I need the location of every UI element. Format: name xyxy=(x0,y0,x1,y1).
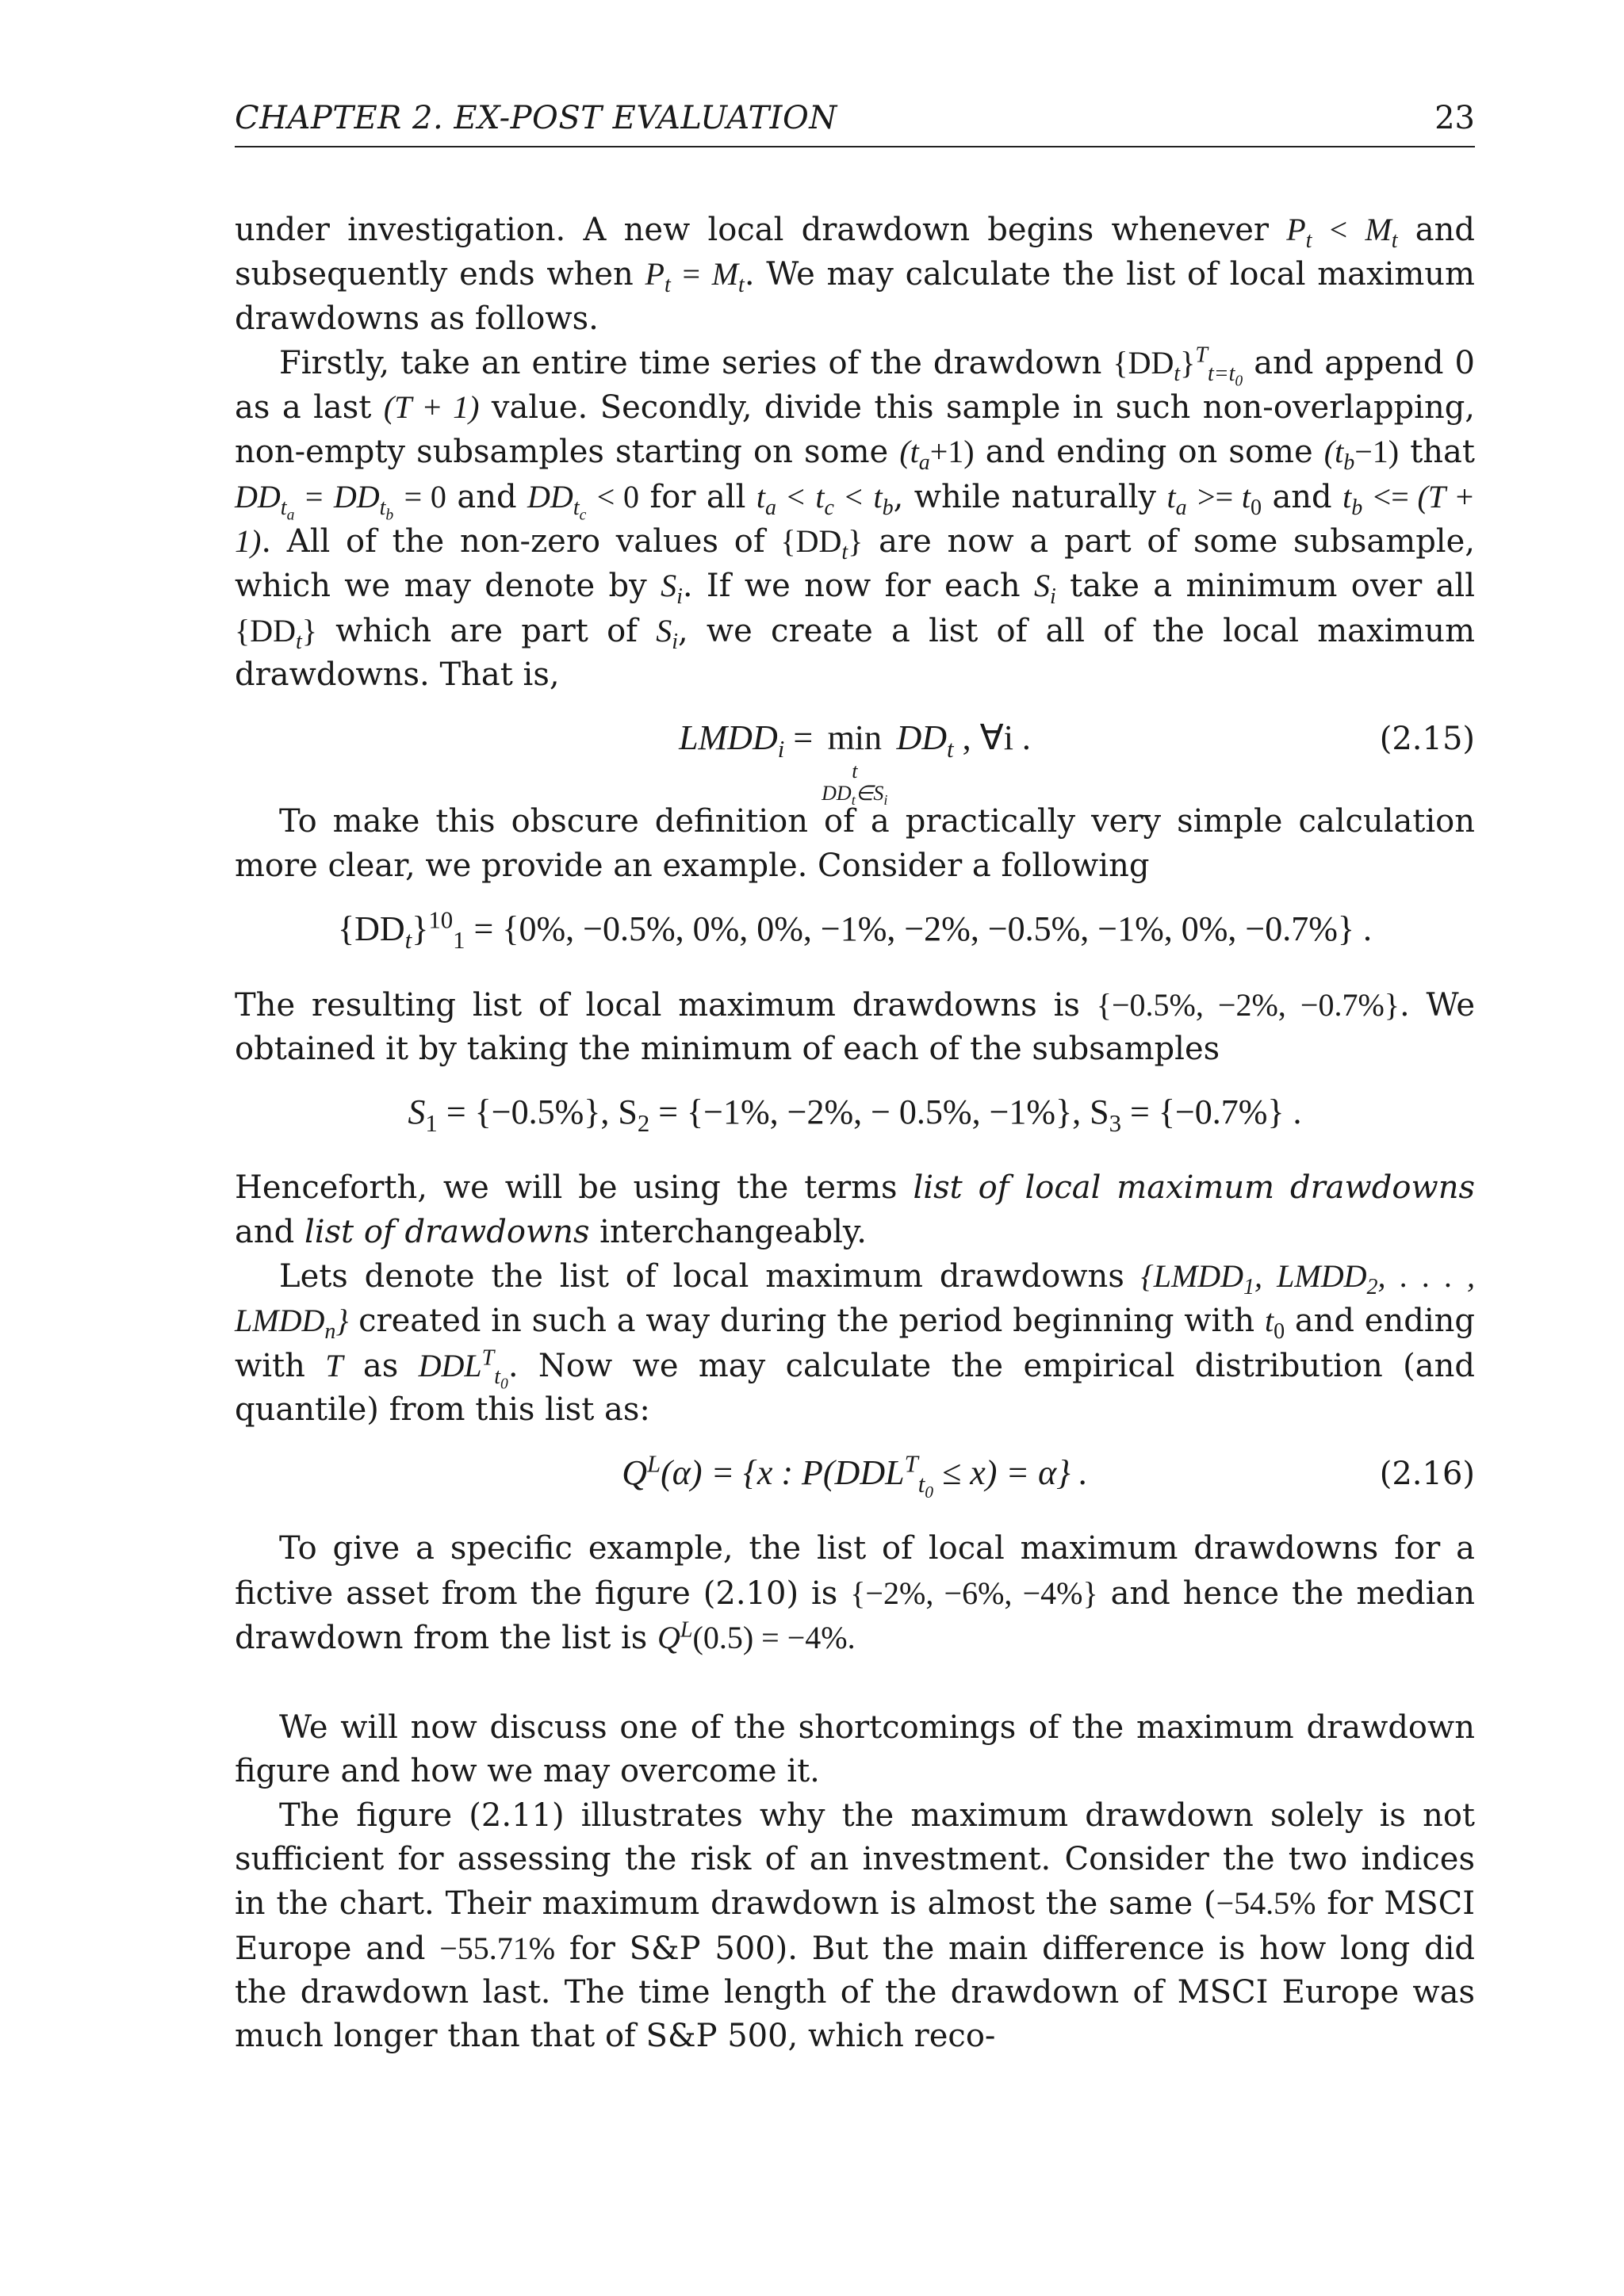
paragraph-4: The resulting list of local maximum drawdowns is {−0.5%, −2%, −0.7%}. We obtained it by taking the minimum of each of the subsamples xyxy=(235,986,1476,1068)
chapter-title: CHAPTER 2. EX-POST EVALUATION xyxy=(235,100,837,136)
page-number: 23 xyxy=(1434,100,1475,136)
running-header xyxy=(235,97,1475,147)
example-set-equation: $\{DD_t\}^{10}_1 = \{0\%$, −0.5%, 0%, 0%, −1%, −2%, −0.5%, −1%, 0%, −0.7%} . xyxy=(337,906,1373,954)
paragraph-6: Lets denote the list of local maximum drawdowns {$LMDD_1$, $LMDD_2$, . . . , $LMDD_n$} created in such a way during the period beginning with $t_0$ and ending with T as $DDL^T_{t_0}$. Now we may calculate the empirical distribution (and quantile) from this list as: xyxy=(235,1258,1476,1428)
paragraph-2: Firstly, take an entire time series of the drawdown $\{DD_t\}^T_{t=t_0}$ and append 0 as a last (T + 1) value. Secondly, divide this sample in such non-overlapping, non-empty subsamples starting on some $(t_a+1)$ and ending on some $(t_b-1)$ that $DD_{t_a} = DD_{t_b} = 0$ and $DD_{t_c} < 0$ for all $t_a < t_c < t_b$, while naturally $t_a >= t_0$ and $t_b <= (T + 1)$. All of the non-zero values of $\{DD_t\}$ are now a part of some subsample, which we may denote by $S_i$. If we now for each $S_i$ take a minimum over all $\{DD_t\}$ which are part of $S_i$, we create a list of all of the local maximum drawdowns. That is, xyxy=(235,342,1476,693)
equation-number: (2.16) xyxy=(1379,1456,1475,1493)
paragraph-8: We will now discuss one of the shortcomings of the maximum drawdown figure and how we may overcome it. xyxy=(235,1709,1475,1790)
subsamples-equation: $S_1 = \{-0.5\%\}$, $S_2 = \{-1\%$, −2%, − 0.5%, −1%}, $S_3 = \{-0.7\%\}$ . xyxy=(408,1093,1302,1138)
equation-2-15: $LMDD_i = \min$ t $DD_t\in S_i$ $DD_t$ , ∀i . (2.15) xyxy=(679,718,1475,808)
paragraph-5: Henceforth, we will be using the terms list of local maximum drawdowns and list of drawdowns interchangeably. xyxy=(235,1169,1475,1250)
paragraph-3: To make this obscure definition of a practically very simple calculation more clear, we provide an example. Consider a following xyxy=(235,803,1475,884)
paragraph-7: To give a specific example, the list of local maximum drawdowns for a fictive asset from the figure (2.10) is {−2%, −6%, −4%} and hence the median drawdown from the list is $Q^L(0.5) = -4\%$. xyxy=(235,1530,1476,1656)
paragraph-1: under investigation. A new local drawdown begins whenever $P_t < M_t$ and subsequently ends when $P_t = M_t$. We may calculate the list of local maximum drawdowns as follows. xyxy=(235,212,1476,337)
paragraph-9: The figure (2.11) illustrates why the maximum drawdown solely is not sufficient for assessing the risk of an investment. Consider the two indices in the chart. Their maximum drawdown is almost the same (−54.5% for MSCI Europe and −55.71% for S&P 500). But the main difference is how long did the drawdown last. The time length of the drawdown of MSCI Europe was much longer than that of S&P 500, which reco- xyxy=(235,1797,1476,2055)
equation-number: (2.15) xyxy=(1379,721,1475,758)
body-text xyxy=(235,208,1475,2059)
equation-2-16: $Q^L(\alpha) = \{x$ : $P(DDL^T_{t_0} \le x) = \alpha$} . (2.16) xyxy=(622,1450,1475,1502)
